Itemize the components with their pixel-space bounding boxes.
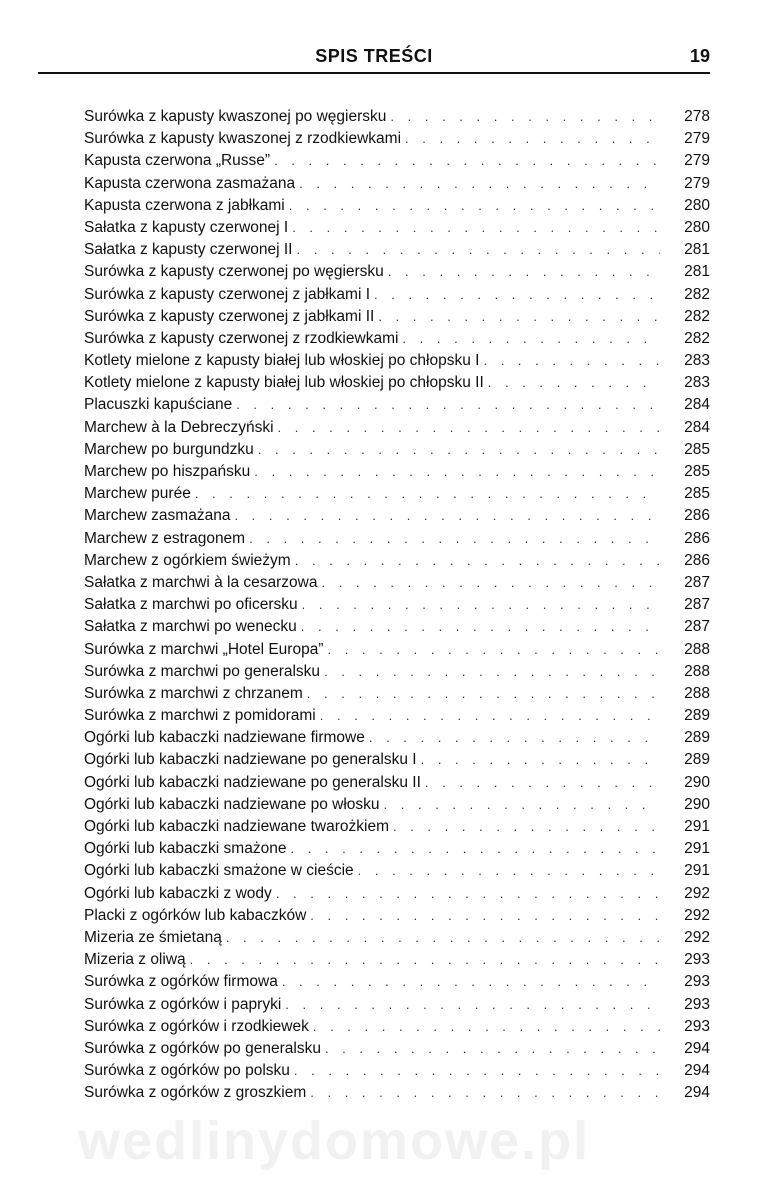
toc-entry-title: Sałatka z marchwi à la cesarzowa xyxy=(84,573,318,591)
toc-entry xyxy=(84,838,710,860)
dot-leader xyxy=(388,261,660,283)
toc-entry-page: 294 xyxy=(684,1062,710,1080)
dot-leader xyxy=(236,394,660,416)
dot-leader xyxy=(294,1060,660,1082)
page-number: 19 xyxy=(689,46,710,66)
dot-leader xyxy=(190,949,660,971)
dot-leader xyxy=(488,372,660,394)
toc-entry-page: 288 xyxy=(684,640,710,658)
toc-entry-title: Surówka z ogórków z groszkiem xyxy=(84,1084,307,1102)
dot-leader xyxy=(483,350,660,372)
dot-leader xyxy=(320,705,660,727)
dot-leader xyxy=(324,661,660,683)
toc-entry-title: Kotlety mielone z kapusty białej lub włoskiej po chłopsku I xyxy=(84,352,480,370)
toc-entry-page: 287 xyxy=(684,596,710,614)
toc-entry-title: Surówka z kapusty czerwonej po węgiersku xyxy=(84,263,384,281)
toc-entry-page: 279 xyxy=(684,152,710,170)
toc-entry-title: Marchew po burgundzku xyxy=(84,440,254,458)
toc-entry xyxy=(84,284,710,306)
toc-entry xyxy=(84,705,710,727)
dot-leader xyxy=(226,927,660,949)
toc-entry xyxy=(84,461,710,483)
toc-entry-title: Ogórki lub kabaczki nadziewane po włosku xyxy=(84,795,380,813)
toc-entry xyxy=(84,505,710,527)
dot-leader xyxy=(369,727,660,749)
toc-entry xyxy=(84,616,710,638)
toc-entry xyxy=(84,195,710,217)
table-of-contents xyxy=(84,106,710,1104)
dot-leader xyxy=(302,594,660,616)
toc-entry-title: Placki z ogórków lub kabaczków xyxy=(84,906,307,924)
dot-leader xyxy=(425,772,660,794)
dot-leader xyxy=(405,128,660,150)
dot-leader xyxy=(310,1082,660,1104)
dot-leader xyxy=(378,306,660,328)
toc-entry xyxy=(84,971,710,993)
toc-entry xyxy=(84,306,710,328)
toc-entry-page: 287 xyxy=(684,618,710,636)
dot-leader xyxy=(327,639,660,661)
toc-entry-title: Surówka z kapusty kwaszonej po węgiersku xyxy=(84,108,387,125)
toc-entry-page: 289 xyxy=(684,729,710,747)
toc-entry xyxy=(84,883,710,905)
toc-entry xyxy=(84,483,710,505)
toc-entry-page: 284 xyxy=(684,418,710,436)
toc-entry-title: Kotlety mielone z kapusty białej lub włoskiej po chłopsku II xyxy=(84,374,484,392)
toc-entry-page: 289 xyxy=(684,751,710,769)
dot-leader xyxy=(234,505,660,527)
dot-leader xyxy=(276,883,660,905)
toc-entry-page: 286 xyxy=(684,551,710,569)
toc-entry xyxy=(84,794,710,816)
dot-leader xyxy=(313,1016,660,1038)
toc-entry xyxy=(84,727,710,749)
toc-entry-title: Surówka z ogórków i rzodkiewek xyxy=(84,1017,309,1035)
toc-entry xyxy=(84,683,710,705)
toc-entry xyxy=(84,594,710,616)
toc-entry-title: Ogórki lub kabaczki nadziewane firmowe xyxy=(84,729,365,747)
toc-entry xyxy=(84,417,710,439)
toc-entry xyxy=(84,150,710,172)
toc-entry-title: Marchew à la Debreczyński xyxy=(84,418,274,436)
toc-entry-title: Marchew z estragonem xyxy=(84,529,246,547)
dot-leader xyxy=(393,816,660,838)
dot-leader xyxy=(402,328,660,350)
toc-entry-title: Surówka z kapusty czerwonej z jabłkami II xyxy=(84,307,375,325)
toc-entry-page: 288 xyxy=(684,684,710,702)
toc-entry xyxy=(84,1016,710,1038)
toc-entry-page: 293 xyxy=(684,995,710,1013)
toc-entry-title: Sałatka z kapusty czerwonej I xyxy=(84,218,289,236)
dot-leader xyxy=(299,173,660,195)
dot-leader xyxy=(358,860,660,882)
dot-leader xyxy=(325,1038,660,1060)
toc-entry-title: Surówka z ogórków po generalsku xyxy=(84,1039,321,1057)
toc-entry-page: 291 xyxy=(684,818,710,835)
toc-entry-page: 291 xyxy=(684,862,710,880)
toc-entry-page: 294 xyxy=(684,1039,710,1057)
toc-entry xyxy=(84,949,710,971)
toc-entry-page: 285 xyxy=(684,485,710,503)
toc-entry-page: 282 xyxy=(684,307,710,325)
dot-leader xyxy=(274,150,660,172)
toc-entry xyxy=(84,261,710,283)
toc-entry-title: Placuszki kapuściane xyxy=(84,396,233,414)
toc-entry-page: 292 xyxy=(684,928,710,946)
toc-entry-page: 285 xyxy=(684,440,710,458)
toc-entry-page: 292 xyxy=(684,906,710,924)
toc-entry xyxy=(84,239,710,261)
dot-leader xyxy=(290,838,660,860)
toc-entry-page: 283 xyxy=(684,374,710,392)
toc-entry xyxy=(84,772,710,794)
toc-entry xyxy=(84,173,710,195)
page-header xyxy=(38,46,710,74)
toc-entry-page: 281 xyxy=(684,241,710,259)
toc-entry-page: 283 xyxy=(684,352,710,370)
dot-leader xyxy=(289,195,660,217)
toc-entry-page: 293 xyxy=(684,973,710,991)
toc-entry xyxy=(84,1060,710,1082)
toc-entry-title: Marchew zasmażana xyxy=(84,507,231,525)
toc-entry-title: Mizeria z oliwą xyxy=(84,951,186,969)
toc-entry xyxy=(84,128,710,150)
toc-entry-page: 286 xyxy=(684,529,710,547)
toc-entry-page: 282 xyxy=(684,329,710,347)
dot-leader xyxy=(321,572,660,594)
toc-entry-title: Mizeria ze śmietaną xyxy=(84,928,222,946)
toc-entry xyxy=(84,439,710,461)
dot-leader xyxy=(384,794,660,816)
toc-entry-page: 280 xyxy=(684,196,710,214)
toc-entry-page: 285 xyxy=(684,463,710,480)
toc-entry-page: 284 xyxy=(684,396,710,414)
dot-leader xyxy=(249,528,660,550)
toc-entry-page: 291 xyxy=(684,840,710,858)
toc-entry-page: 282 xyxy=(684,285,710,303)
dot-leader xyxy=(307,683,660,705)
toc-entry-title: Ogórki lub kabaczki nadziewane po generalsku I xyxy=(84,751,417,769)
toc-entry-title: Surówka z kapusty czerwonej z rzodkiewkami xyxy=(84,329,399,347)
toc-entry-page: 278 xyxy=(684,108,710,125)
toc-entry-page: 290 xyxy=(684,795,710,813)
toc-entry-title: Ogórki lub kabaczki nadziewane po generalsku II xyxy=(84,773,421,791)
dot-leader xyxy=(278,417,660,439)
toc-entry xyxy=(84,905,710,927)
toc-entry-page: 289 xyxy=(684,707,710,725)
toc-entry-title: Surówka z kapusty czerwonej z jabłkami I xyxy=(84,285,371,303)
toc-entry xyxy=(84,860,710,882)
page-title: SPIS TREŚCI xyxy=(315,46,433,66)
toc-entry-title: Sałatka z kapusty czerwonej II xyxy=(84,241,293,259)
toc-entry-title: Surówka z kapusty kwaszonej z rzodkiewkami xyxy=(84,130,402,148)
toc-entry xyxy=(84,1038,710,1060)
toc-entry xyxy=(84,572,710,594)
toc-entry-title: Marchew purée xyxy=(84,485,191,503)
toc-entry xyxy=(84,749,710,771)
toc-entry-title: Marchew po hiszpańsku xyxy=(84,463,251,480)
dot-leader xyxy=(195,483,660,505)
toc-entry-title: Surówka z ogórków i papryki xyxy=(84,995,282,1013)
toc-entry xyxy=(84,550,710,572)
toc-entry xyxy=(84,1082,710,1104)
toc-entry xyxy=(84,661,710,683)
toc-entry-page: 287 xyxy=(684,573,710,591)
toc-entry-page: 292 xyxy=(684,884,710,902)
dot-leader xyxy=(254,461,660,483)
toc-entry-title: Kapusta czerwona „Russe” xyxy=(84,152,271,170)
toc-entry-title: Sałatka z marchwi po wenecku xyxy=(84,618,297,636)
toc-entry xyxy=(84,994,710,1016)
dot-leader xyxy=(390,106,660,128)
toc-entry-title: Kapusta czerwona z jabłkami xyxy=(84,196,285,214)
dot-leader xyxy=(310,905,660,927)
dot-leader xyxy=(295,550,660,572)
dot-leader xyxy=(374,284,660,306)
toc-entry-page: 286 xyxy=(684,507,710,525)
toc-entry-title: Marchew z ogórkiem świeżym xyxy=(84,551,291,569)
toc-entry-title: Surówka z marchwi „Hotel Europa” xyxy=(84,640,324,658)
dot-leader xyxy=(285,994,660,1016)
toc-entry xyxy=(84,816,710,838)
toc-entry-page: 288 xyxy=(684,662,710,680)
toc-entry-page: 279 xyxy=(684,174,710,192)
toc-entry xyxy=(84,372,710,394)
dot-leader xyxy=(292,217,660,239)
toc-entry xyxy=(84,927,710,949)
watermark: wedlinydomowe.pl xyxy=(78,1111,591,1170)
toc-entry-page: 280 xyxy=(684,218,710,236)
toc-entry-title: Surówka z marchwi z pomidorami xyxy=(84,707,316,725)
dot-leader xyxy=(258,439,660,461)
toc-entry-title: Surówka z marchwi z chrzanem xyxy=(84,684,303,702)
toc-entry xyxy=(84,217,710,239)
toc-entry xyxy=(84,328,710,350)
toc-entry xyxy=(84,106,710,128)
toc-entry-title: Ogórki lub kabaczki smażone xyxy=(84,840,287,858)
dot-leader xyxy=(301,616,660,638)
dot-leader xyxy=(282,971,660,993)
toc-entry-page: 294 xyxy=(684,1084,710,1102)
toc-entry-title: Surówka z ogórków firmowa xyxy=(84,973,278,991)
toc-entry xyxy=(84,639,710,661)
toc-entry-title: Ogórki lub kabaczki nadziewane twarożkiem xyxy=(84,818,389,835)
toc-entry-page: 290 xyxy=(684,773,710,791)
toc-entry-page: 293 xyxy=(684,951,710,969)
toc-entry-page: 293 xyxy=(684,1017,710,1035)
toc-entry-title: Kapusta czerwona zasmażana xyxy=(84,174,296,192)
toc-entry-title: Ogórki lub kabaczki smażone w cieście xyxy=(84,862,354,880)
dot-leader xyxy=(421,749,660,771)
toc-entry-title: Surówka z marchwi po generalsku xyxy=(84,662,321,680)
toc-entry-title: Surówka z ogórków po polsku xyxy=(84,1062,290,1080)
toc-entry-title: Ogórki lub kabaczki z wody xyxy=(84,884,272,902)
dot-leader xyxy=(297,239,661,261)
toc-entry-title: Sałatka z marchwi po oficersku xyxy=(84,596,298,614)
toc-entry xyxy=(84,394,710,416)
toc-entry-page: 279 xyxy=(684,130,710,148)
toc-entry-page: 281 xyxy=(684,263,710,281)
toc-entry xyxy=(84,528,710,550)
toc-entry xyxy=(84,350,710,372)
